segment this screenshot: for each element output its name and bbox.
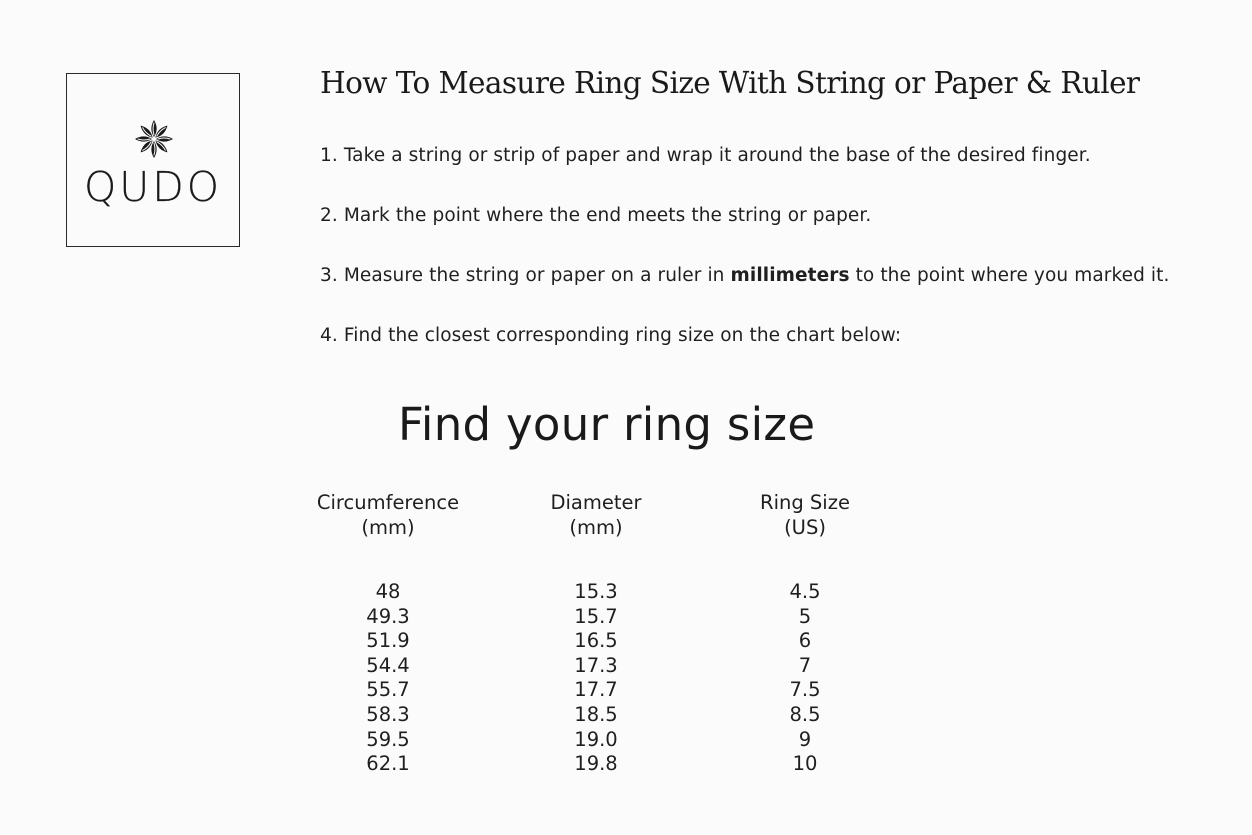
step-1 [320,140,1170,200]
table-cell: 15.7 [574,604,618,628]
column-header-unit: (mm) [569,516,623,539]
table-cell: 5 [798,604,812,628]
table-cell: 10 [792,752,818,776]
table-cell: 7 [798,653,812,677]
table-cell: 17.3 [574,653,618,677]
column-header-unit: (US) [784,516,826,539]
step-3 [320,260,1170,320]
column-header-diameter [486,490,706,540]
table-cell: 9 [798,727,812,751]
table-cell: 51.9 [366,629,410,653]
step-2 [320,200,1170,260]
table-cell: 19.0 [574,727,618,751]
step-1-text: 1. Take a string or strip of paper and wrap it around the base of the desired finger. [320,145,1091,166]
circumference-column [278,580,498,777]
table-cell: 59.5 [366,727,410,751]
table-cell: 49.3 [366,604,410,628]
table-cell: 19.8 [574,752,618,776]
column-header-unit: (mm) [361,516,415,539]
table-cell: 16.5 [574,629,618,653]
column-header-circumference [278,490,498,540]
page-title: How To Measure Ring Size With String or Paper & Ruler [320,66,1140,100]
step-4-text: 4. Find the closest corresponding ring size on the chart below: [320,325,902,346]
table-cell: 8.5 [789,702,821,726]
table-cell: 18.5 [574,702,618,726]
size-chart-heading: Find your ring size [398,398,816,451]
table-cell: 4.5 [789,580,821,603]
column-header-ring-size [695,490,915,540]
table-cell: 17.7 [574,678,618,702]
table-cell: 15.3 [574,580,618,603]
step-3-text-start: 3. Measure the string or paper on a ruler in [320,265,731,286]
column-header-label: Ring Size [760,491,850,514]
step-4 [320,320,1170,380]
ring-size-column [695,580,915,777]
brand-logo [66,73,240,247]
step-2-text: 2. Mark the point where the end meets the string or paper. [320,205,872,226]
table-cell: 62.1 [366,752,410,776]
instruction-steps [320,140,1170,380]
table-cell: 54.4 [366,653,410,677]
table-cell: 48 [375,580,401,603]
flower-icon [133,118,175,160]
column-header-label: Diameter [550,491,642,514]
column-header-label: Circumference [316,491,460,514]
table-cell: 55.7 [366,678,410,702]
brand-wordmark: QUDO [83,163,223,211]
table-cell: 6 [798,629,812,653]
step-3-text-end: to the point where you marked it. [849,265,1170,286]
step-3-emphasis: millimeters [730,265,850,286]
table-cell: 58.3 [366,702,410,726]
diameter-column [486,580,706,777]
table-cell: 7.5 [789,678,821,702]
